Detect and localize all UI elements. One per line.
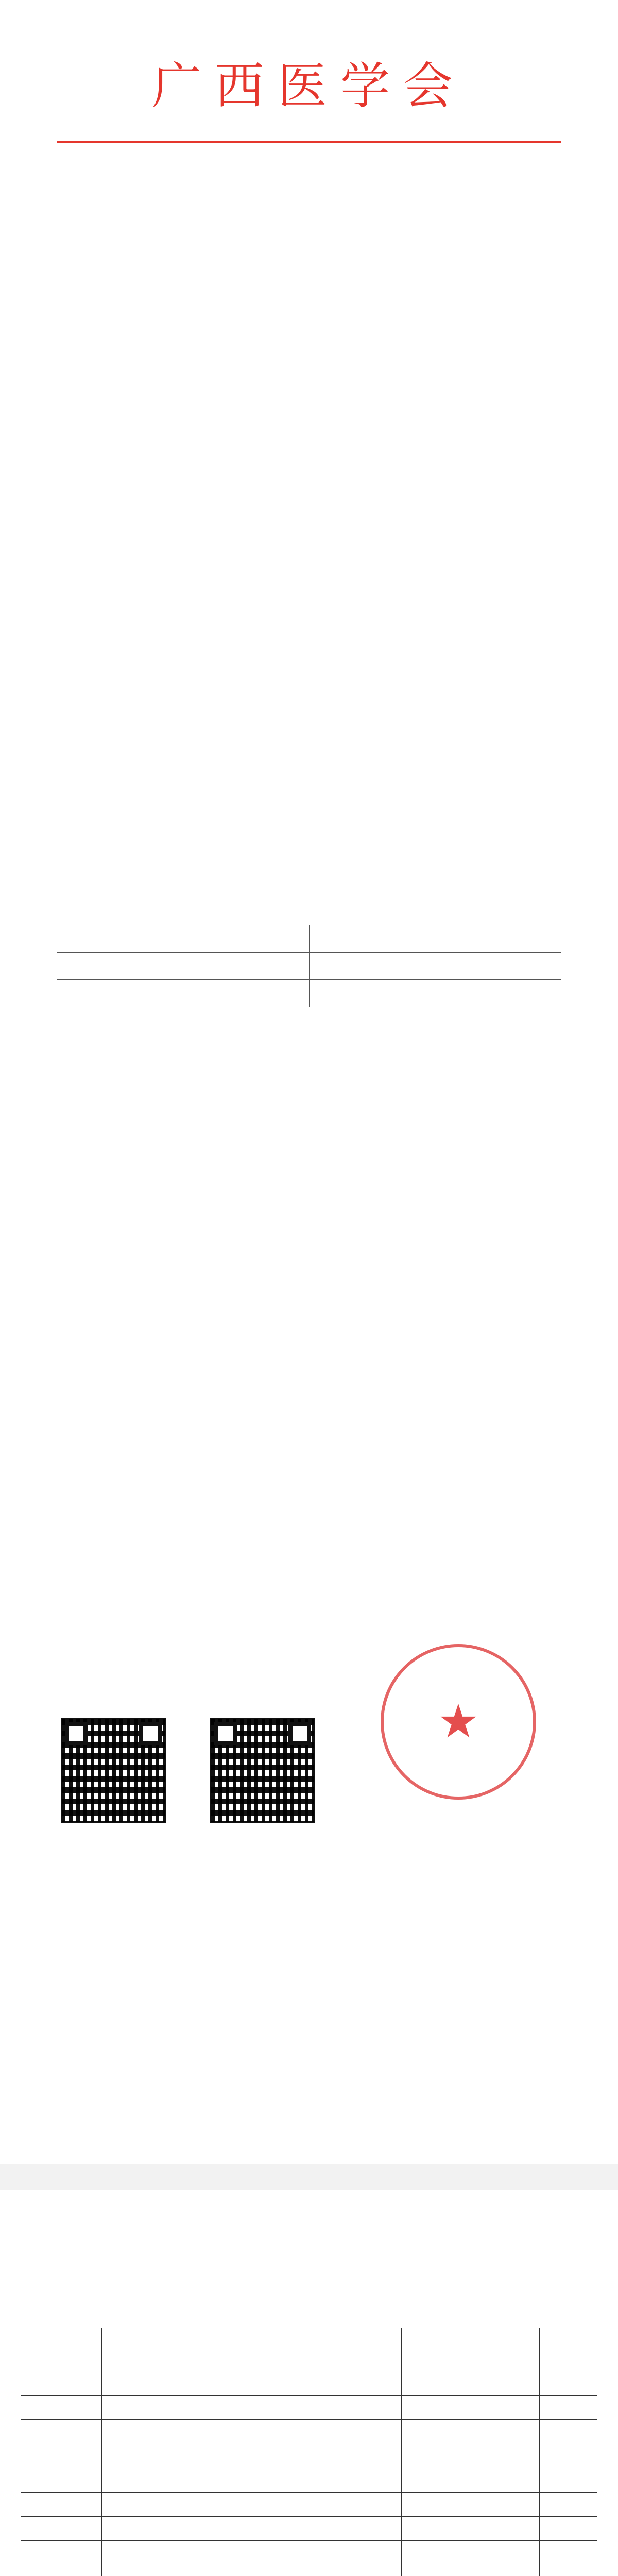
schedule-cell (101, 2493, 194, 2517)
schedule-row (21, 2565, 597, 2576)
schedule-cell (540, 2468, 597, 2493)
hotel-table (57, 925, 561, 1007)
schedule-cell (540, 2493, 597, 2517)
hotel-cell (309, 980, 435, 1007)
main-venue-schedule-table (21, 2328, 597, 2576)
schedule-cell (21, 2347, 102, 2371)
schedule-cell (101, 2565, 194, 2576)
schedule-cell (101, 2371, 194, 2396)
schedule-cell (21, 2444, 102, 2468)
schedule-cell (540, 2517, 597, 2541)
schedule-cell (194, 2565, 401, 2576)
qr-caption (206, 1827, 319, 1837)
letterhead-divider (57, 141, 561, 143)
schedule-cell (540, 2444, 597, 2468)
schedule-cell (540, 2371, 597, 2396)
schedule-row (21, 2396, 597, 2420)
schedule-cell (194, 2420, 401, 2444)
section-heading (57, 502, 561, 521)
schedule-cell (21, 2371, 102, 2396)
attachment-label (21, 2226, 597, 2239)
schedule-row (21, 2493, 597, 2517)
schedule-row (21, 2468, 597, 2493)
section-body (57, 1584, 561, 1631)
schedule-cell (21, 2541, 102, 2565)
schedule-cell (194, 2493, 401, 2517)
schedule-cell (401, 2444, 540, 2468)
schedule-cell (101, 2444, 194, 2468)
schedule-cell (194, 2347, 401, 2371)
schedule-cell (540, 2565, 597, 2576)
section-heading (57, 1461, 561, 1479)
schedule-cell (401, 2371, 540, 2396)
schedule-cell (194, 2541, 401, 2565)
schedule-cell (21, 2565, 102, 2576)
section-body (57, 1492, 561, 1538)
document-number (57, 121, 561, 137)
section-body (57, 353, 561, 487)
schedule-cell (401, 2468, 540, 2493)
schedule-cell (101, 2541, 194, 2565)
section-heading (57, 322, 561, 341)
schedule-cell (401, 2420, 540, 2444)
schedule-cell (21, 2468, 102, 2493)
schedule-cell (401, 2565, 540, 2576)
section-body (57, 533, 561, 600)
signature-org (355, 1804, 561, 1818)
schedule-subtitle (21, 2280, 597, 2301)
schedule-cell (401, 2493, 540, 2517)
hotel-cell (183, 953, 309, 980)
notice-intro (57, 286, 561, 307)
schedule-cell (101, 2517, 194, 2541)
schedule-cell (194, 2517, 401, 2541)
notice-salutation (57, 253, 561, 274)
schedule-title (21, 2260, 597, 2280)
hotel-header-cell (183, 925, 309, 953)
schedule-row (21, 2420, 597, 2444)
qr-and-seal-row (57, 1667, 561, 1837)
schedule-cell (401, 2541, 540, 2565)
schedule-cell (101, 2420, 194, 2444)
schedule-cell (540, 2541, 597, 2565)
schedule-cell (194, 2371, 401, 2396)
schedule-header-cell (21, 2328, 102, 2347)
hotel-cell (57, 953, 183, 980)
schedule-cell (540, 2396, 597, 2420)
schedule-row (21, 2371, 597, 2396)
schedule-cell (21, 2493, 102, 2517)
schedule-cell (401, 2517, 540, 2541)
schedule-header-cell (194, 2328, 401, 2347)
schedule-cell (101, 2396, 194, 2420)
main-venue-label (21, 2311, 597, 2325)
hotel-header-cell (309, 925, 435, 953)
star-icon: ★ (437, 1694, 479, 1749)
schedule-row (21, 2444, 597, 2468)
hotel-header-cell (435, 925, 561, 953)
schedule-cell (401, 2347, 540, 2371)
qr-block (206, 1718, 319, 1837)
schedule-cell (194, 2468, 401, 2493)
schedule-page (0, 2190, 618, 2576)
schedule-row (21, 2541, 597, 2565)
hotel-header-cell (57, 925, 183, 953)
schedule-cell (21, 2420, 102, 2444)
schedule-row (21, 2517, 597, 2541)
letterhead-title: 广西医学会 (152, 57, 466, 115)
hotel-cell (435, 953, 561, 980)
section-body (57, 1054, 561, 1445)
schedule-cell (540, 2347, 597, 2371)
qr-code-icon[interactable] (210, 1718, 315, 1823)
schedule-cell (101, 2347, 194, 2371)
schedule-cell (540, 2420, 597, 2444)
section-heading (57, 1553, 561, 1572)
hotel-cell (183, 980, 309, 1007)
schedule-header-cell (540, 2328, 597, 2347)
qr-caption (57, 1827, 170, 1837)
schedule-cell (194, 2396, 401, 2420)
schedule-cell (401, 2396, 540, 2420)
signature-block (355, 1644, 561, 1837)
hotel-cell (435, 980, 561, 1007)
hotel-cell (309, 953, 435, 980)
schedule-cell (101, 2468, 194, 2493)
schedule-cell (21, 2517, 102, 2541)
signature-date (355, 1822, 561, 1837)
schedule-header-cell (401, 2328, 540, 2347)
schedule-row (21, 2347, 597, 2371)
qr-block (57, 1718, 170, 1837)
official-seal-icon (381, 1644, 536, 1800)
hotel-cell (57, 980, 183, 1007)
notice-title (57, 163, 561, 241)
section-heading (57, 616, 561, 634)
qr-code-icon[interactable] (61, 1718, 166, 1823)
schedule-cell (194, 2444, 401, 2468)
schedule-cell (21, 2396, 102, 2420)
schedule-header-cell (101, 2328, 194, 2347)
section-heading (57, 1023, 561, 1041)
section-body (57, 647, 561, 914)
